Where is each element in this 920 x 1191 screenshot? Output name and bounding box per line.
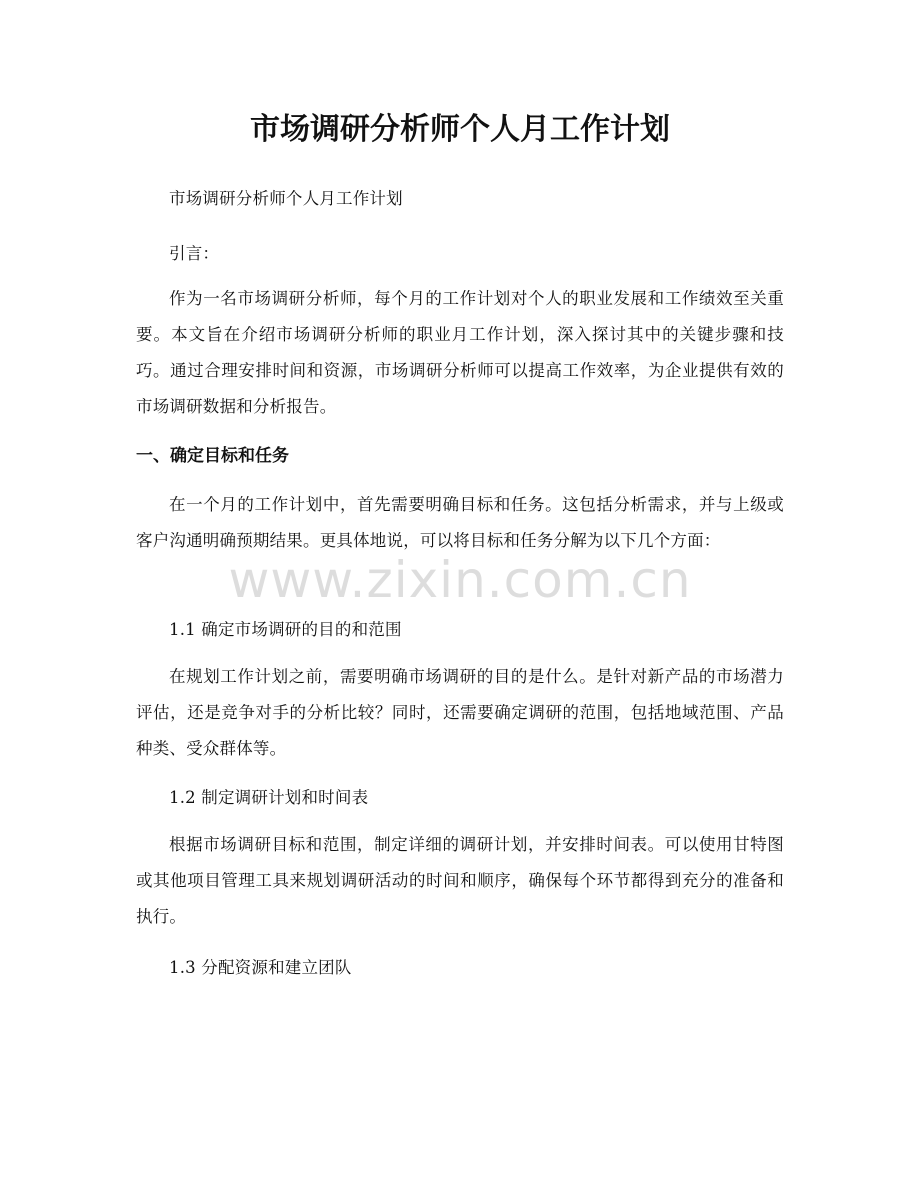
watermark: www.zixin.com.cn [228,551,692,609]
subsection-1-1-paragraph: 在规划工作计划之前，需要明确市场调研的目的是什么。是针对新产品的市场潜力评估，还是竞争对手的分析比较？同时，还需要确定调研的范围，包括地域范围、产品种类、受众群体等。 [136,667,784,758]
subtitle-paragraph: 市场调研分析师个人月工作计划 [169,189,403,208]
intro-paragraph: 作为一名市场调研分析师，每个月的工作计划对个人的职业发展和工作绩效至关重要。本文旨在介绍市场调研分析师的职业月工作计划，深入探讨其中的关键步骤和技巧。通过合理安排时间和资源，市场调研分析师可以提高工作效率，为企业提供有效的市场调研数据和分析报告。 [136,289,784,416]
intro-label: 引言： [169,244,220,263]
subsection-1-1-heading: 1.1 确定市场调研的目的和范围 [169,620,402,639]
section-1-paragraph: 在一个月的工作计划中，首先需要明确目标和任务。这包括分析需求，并与上级或客户沟通明确预期结果。更具体地说，可以将目标和任务分解为以下几个方面： [136,495,784,550]
subsection-1-2-heading: 1.2 制定调研计划和时间表 [169,788,369,807]
subsection-1-2-paragraph: 根据市场调研目标和范围，制定详细的调研计划，并安排时间表。可以使用甘特图或其他项目管理工具来规划调研活动的时间和顺序，确保每个环节都得到充分的准备和执行。 [136,835,784,926]
document-title: 市场调研分析师个人月工作计划 [250,112,670,147]
section-1-heading: 一、确定目标和任务 [136,446,289,466]
subsection-1-3-heading: 1.3 分配资源和建立团队 [169,958,352,977]
